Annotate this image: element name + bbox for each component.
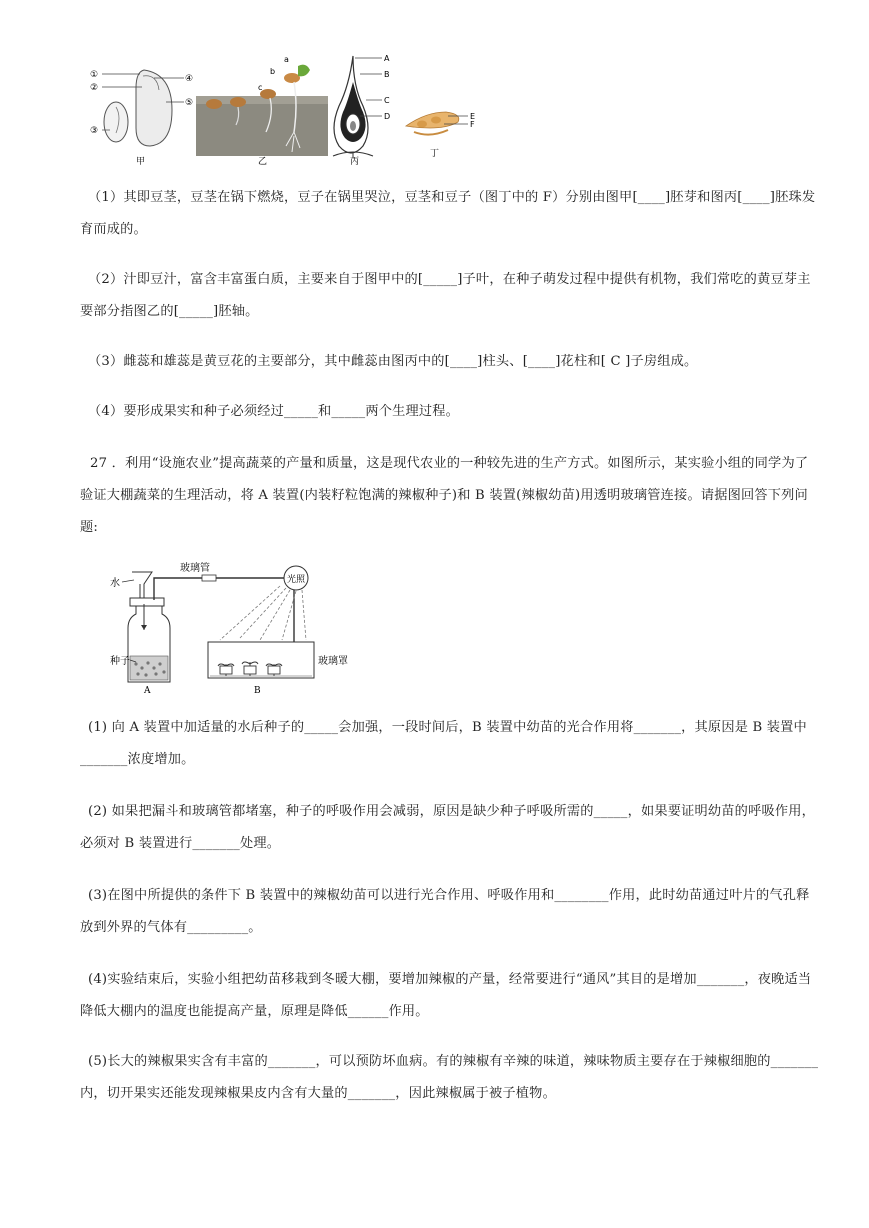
q27-part-4: (4)实验结束后，实验小组把幼苗移栽到冬暖大棚，要增加辣椒的产量，经常要进行“通风”其目的是增加_______，夜晚适当降低大棚内的温度也能提高产量，原理是降低______作用。 <box>80 972 812 1019</box>
q27-part-3: (3)在图中所提供的条件下 B 装置中的辣椒幼苗可以进行光合作用、呼吸作用和________作用，此时幼苗通过叶片的气孔释放到外界的气体有_________。 <box>80 888 810 935</box>
jia-marker-4: ④ <box>185 74 194 84</box>
q27-part-1: (1) 向 A 装置中加适量的水后种子的_____会加强，一段时间后，B 装置中幼苗的光合作用将_______，其原因是 B 装置中_______浓度增加。 <box>80 720 807 767</box>
label-glass-tube: 玻璃管 <box>180 563 210 574</box>
panel-ding-pod <box>406 112 475 159</box>
panel-bing-pistil <box>333 54 390 167</box>
jia-marker-1: ① <box>90 70 99 80</box>
q27-part-5: (5)长大的辣椒果实含有丰富的_______，可以预防坏血病。有的辣椒有辛辣的味道，辣味物质主要存在于辣椒细胞的_______内，切开果实还能发现辣椒果皮内含有大量的_______，因此辣椒属于被子植物。 <box>80 1054 819 1101</box>
seed-development-diagram <box>88 52 488 170</box>
label-light: 光照 <box>287 575 306 585</box>
q27-part-2: (2) 如果把漏斗和玻璃管都堵塞，种子的呼吸作用会减弱，原因是缺少种子呼吸所需的_____，如果要证明幼苗的呼吸作用，必须对 B 装置进行_______处理。 <box>80 804 816 851</box>
apparatus-figure <box>110 560 350 695</box>
label-glass-cover: 玻璃罩 <box>318 656 348 667</box>
jia-marker-3: ③ <box>90 126 99 136</box>
bing-marker-d: D <box>384 112 391 121</box>
ding-marker-f: F <box>470 120 475 129</box>
q27-intro: 27 ．利用“设施农业”提高蔬菜的产量和质量，这是现代农业的一种较先进的生产方式。如图所示，某实验小组的同学为了验证大棚蔬菜的生理活动，将 A 装置(内装籽粒饱满的辣椒种子)和 B 装置(辣椒幼苗)用透明玻璃管连接。请据图回答下列问题: <box>80 456 809 535</box>
label-seeds: 种子 <box>110 656 130 667</box>
q26-part-4: （4）要形成果实和种子必须经过_____和_____两个生理过程。 <box>88 404 460 419</box>
q26-part-3: （3）雌蕊和雄蕊是黄豆花的主要部分，其中雌蕊由图丙中的[____]柱头、[____]花柱和[ C ]子房组成。 <box>88 354 698 369</box>
bing-marker-b: B <box>384 70 390 79</box>
yi-marker-b: b <box>270 67 276 76</box>
jia-marker-5: ⑤ <box>185 98 194 108</box>
panel-label-jia: 甲 <box>136 157 146 167</box>
panel-label-ding: 丁 <box>430 149 440 159</box>
panel-label-bing: 丙 <box>350 157 360 167</box>
label-apparatus-b: B <box>254 686 261 695</box>
label-water: 水 <box>110 578 120 589</box>
bing-marker-a: A <box>384 54 390 63</box>
panel-label-yi: 乙 <box>258 157 268 167</box>
jia-marker-2: ② <box>90 83 99 93</box>
yi-marker-c: c <box>258 83 263 92</box>
panel-yi-germination <box>196 55 328 167</box>
bing-marker-c: C <box>384 96 390 105</box>
label-apparatus-a: A <box>144 686 151 695</box>
q26-part-2: （2）汁即豆汁，富含丰富蛋白质，主要来自于图甲中的[_____]子叶，在种子萌发过程中提供有机物，我们常吃的黄豆芽主要部分指图乙的[_____]胚轴。 <box>80 272 811 319</box>
seed-development-figure <box>88 52 488 170</box>
ding-marker-e: E <box>470 112 476 121</box>
apparatus-diagram <box>110 560 350 695</box>
panel-jia-seed <box>90 70 193 167</box>
yi-marker-a: a <box>284 55 289 64</box>
q26-part-1: （1）其即豆茎，豆茎在锅下燃烧，豆子在锅里哭泣，豆茎和豆子（图丁中的 F）分别由图甲[____]胚芽和图丙[____]胚珠发育而成的。 <box>80 190 816 237</box>
